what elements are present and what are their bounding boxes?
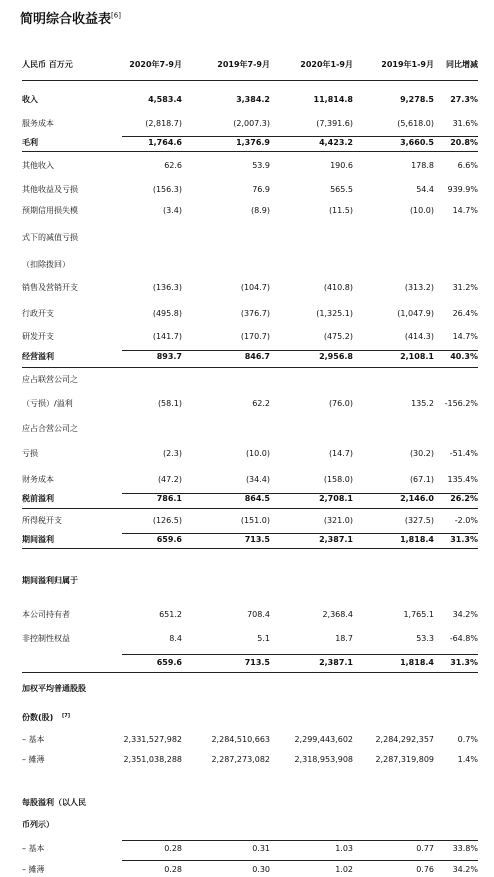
- table-row: [22, 136, 478, 150]
- cell-value: (414.3): [404, 332, 434, 341]
- cell-value: 135.2: [411, 399, 434, 408]
- table-row: [22, 397, 478, 411]
- divider: [122, 493, 478, 494]
- row-label: 研发开支: [22, 332, 54, 341]
- table-row: [22, 608, 478, 622]
- row-label: 毛利: [22, 138, 38, 147]
- cell-value: (136.3): [152, 283, 182, 292]
- row-label: – 摊薄: [22, 865, 45, 874]
- cell-value: (376.7): [240, 309, 270, 318]
- cell-value: (141.7): [152, 332, 182, 341]
- cell-value: 76.9: [252, 185, 270, 194]
- row-label: 其他收入: [22, 161, 54, 170]
- table-row: [22, 632, 478, 646]
- cell-value: 2,331,527,982: [123, 735, 182, 744]
- cell-value: 786.1: [156, 494, 182, 503]
- table-row: [22, 231, 478, 245]
- cell-value: 0.31: [252, 844, 270, 853]
- table-row: [22, 492, 478, 506]
- cell-value: 1.02: [335, 865, 353, 874]
- cell-value: 26.4%: [452, 309, 478, 318]
- divider: [122, 840, 478, 841]
- cell-value: 2,146.0: [400, 494, 434, 503]
- table-row: [22, 682, 478, 696]
- cell-value: (7,391.6): [316, 119, 353, 128]
- cell-value: 5.1: [257, 634, 270, 643]
- row-label: 期间溢利: [22, 535, 54, 544]
- table-row: [22, 373, 478, 387]
- row-label: 应占联营公司之: [22, 375, 78, 384]
- cell-value: 651.2: [159, 610, 182, 619]
- cell-value: 14.7%: [452, 332, 478, 341]
- row-label: 非控制性权益: [22, 634, 70, 643]
- cell-value: -2.0%: [454, 516, 478, 525]
- table-row: [22, 350, 478, 364]
- cell-value: 0.77: [416, 844, 434, 853]
- row-label: 服务成本: [22, 119, 54, 128]
- row-label: 应占合营公司之: [22, 424, 78, 433]
- cell-value: (76.0): [328, 399, 353, 408]
- divider: [122, 654, 478, 655]
- cell-value: 33.8%: [452, 844, 478, 853]
- table-row: [22, 422, 478, 436]
- cell-value: (495.8): [152, 309, 182, 318]
- col-header-1: 2020年7-9月: [129, 60, 182, 69]
- cell-value: (170.7): [240, 332, 270, 341]
- cell-value: 1,818.4: [400, 535, 434, 544]
- cell-value: 713.5: [244, 535, 270, 544]
- header-label: 人民币 百万元: [22, 60, 73, 69]
- table-row: [22, 733, 478, 747]
- cell-value: (10.0): [245, 449, 270, 458]
- cell-value: (156.3): [152, 185, 182, 194]
- cell-value: 1,764.6: [148, 138, 182, 147]
- title-text: 简明综合收益表: [20, 12, 112, 27]
- cell-value: (34.4): [245, 475, 270, 484]
- cell-value: 26.2%: [450, 494, 478, 503]
- cell-value: -64.8%: [449, 634, 478, 643]
- cell-value: 2,299,443,602: [294, 735, 353, 744]
- cell-value: 18.7: [335, 634, 353, 643]
- cell-value: 1,765.1: [403, 610, 434, 619]
- cell-value: 135.4%: [447, 475, 478, 484]
- row-label: （亏损）/溢利: [22, 399, 73, 408]
- table-row: [22, 796, 478, 810]
- cell-value: 27.3%: [450, 95, 478, 104]
- cell-value: (321.0): [323, 516, 353, 525]
- cell-value: 1,818.4: [400, 658, 434, 667]
- col-header-2: 2019年7-9月: [217, 60, 270, 69]
- cell-value: 11,814.8: [313, 95, 353, 104]
- row-label: 份数(股): [22, 713, 54, 722]
- cell-value: 34.2%: [452, 865, 478, 874]
- cell-value: 0.30: [252, 865, 270, 874]
- cell-value: 62.6: [164, 161, 182, 170]
- page-title: [20, 8, 121, 27]
- cell-value: 2,284,510,663: [211, 735, 270, 744]
- table-row: [22, 117, 478, 131]
- row-label: – 摊薄: [22, 755, 45, 764]
- cell-value: -51.4%: [449, 449, 478, 458]
- table-row: [22, 93, 478, 107]
- cell-value: (14.7): [328, 449, 353, 458]
- cell-value: 2,108.1: [400, 352, 434, 361]
- table-row: [22, 711, 478, 725]
- table-row: [22, 656, 478, 670]
- table-row: [22, 818, 478, 832]
- title-note: [6]: [111, 11, 121, 20]
- cell-value: 62.2: [252, 399, 270, 408]
- table-row: [22, 307, 478, 321]
- cell-value: 31.3%: [450, 658, 478, 667]
- col-header-4: 2019年1-9月: [381, 60, 434, 69]
- cell-value: 1.03: [335, 844, 353, 853]
- cell-value: 1,376.9: [236, 138, 270, 147]
- table-row: [22, 574, 478, 588]
- cell-value: 34.2%: [452, 610, 478, 619]
- cell-value: (58.1): [157, 399, 182, 408]
- cell-value: 864.5: [244, 494, 270, 503]
- cell-value: (5,618.0): [397, 119, 434, 128]
- col-header-5: 同比增减: [446, 60, 478, 69]
- cell-value: 53.9: [252, 161, 270, 170]
- row-label: 财务成本: [22, 475, 54, 484]
- table-row: [22, 842, 478, 856]
- table-row: [22, 514, 478, 528]
- cell-value: 40.3%: [450, 352, 478, 361]
- cell-value: -156.2%: [444, 399, 478, 408]
- cell-value: 939.9%: [447, 185, 478, 194]
- cell-value: 53.3: [416, 634, 434, 643]
- cell-value: (327.5): [404, 516, 434, 525]
- row-label: 收入: [22, 95, 38, 104]
- divider: [22, 548, 478, 549]
- cell-value: 2,287,319,809: [375, 755, 434, 764]
- cell-value: 14.7%: [452, 206, 478, 215]
- table-row: [22, 330, 478, 344]
- divider: [122, 136, 478, 137]
- cell-value: (1,047.9): [397, 309, 434, 318]
- row-label: 预期信用损失模: [22, 206, 78, 215]
- cell-value: 2,387.1: [319, 658, 353, 667]
- cell-value: 0.28: [164, 844, 182, 853]
- cell-value: 190.6: [330, 161, 353, 170]
- cell-value: 0.28: [164, 865, 182, 874]
- cell-value: (47.2): [157, 475, 182, 484]
- table-row: [22, 473, 478, 487]
- cell-value: 31.6%: [452, 119, 478, 128]
- cell-value: (2,818.7): [145, 119, 182, 128]
- cell-value: 9,278.5: [400, 95, 434, 104]
- cell-value: (410.8): [323, 283, 353, 292]
- row-label: 加权平均普通股股: [22, 684, 86, 693]
- row-label: 税前溢利: [22, 494, 54, 503]
- header-divider: [22, 80, 478, 81]
- table-row: [22, 533, 478, 547]
- divider: [122, 533, 478, 534]
- row-label: 币列示）: [22, 820, 54, 829]
- divider: [22, 508, 478, 509]
- cell-value: 713.5: [244, 658, 270, 667]
- cell-value: 893.7: [156, 352, 182, 361]
- row-label: 亏损: [22, 449, 38, 458]
- cell-value: (104.7): [240, 283, 270, 292]
- row-label: （扣除拨回）: [22, 260, 70, 269]
- cell-value: 2,284,292,357: [375, 735, 434, 744]
- cell-value: (30.2): [409, 449, 434, 458]
- cell-value: (126.5): [152, 516, 182, 525]
- cell-value: 31.2%: [452, 283, 478, 292]
- cell-value: 8.4: [169, 634, 182, 643]
- cell-value: (313.2): [404, 283, 434, 292]
- cell-value: (3.4): [163, 206, 182, 215]
- table-row: [22, 753, 478, 767]
- cell-value: 565.5: [330, 185, 353, 194]
- cell-value: (8.9): [251, 206, 270, 215]
- cell-value: (2,007.3): [233, 119, 270, 128]
- cell-value: 3,660.5: [400, 138, 434, 147]
- cell-value: (151.0): [240, 516, 270, 525]
- row-note: [7]: [62, 713, 71, 719]
- cell-value: 31.3%: [450, 535, 478, 544]
- cell-value: (1,325.1): [316, 309, 353, 318]
- cell-value: 20.8%: [450, 138, 478, 147]
- divider: [22, 151, 478, 152]
- col-header-3: 2020年1-9月: [300, 60, 353, 69]
- cell-value: 659.6: [156, 535, 182, 544]
- cell-value: (10.0): [409, 206, 434, 215]
- row-label: 行政开支: [22, 309, 54, 318]
- row-label: 每股溢利（以人民: [22, 798, 86, 807]
- header-row: [22, 58, 478, 72]
- cell-value: 0.7%: [457, 735, 478, 744]
- cell-value: 54.4: [416, 185, 434, 194]
- cell-value: 2,708.1: [319, 494, 353, 503]
- cell-value: (2.3): [163, 449, 182, 458]
- row-label: 本公司持有者: [22, 610, 70, 619]
- table-row: [22, 258, 478, 272]
- divider: [122, 860, 478, 861]
- cell-value: 178.8: [411, 161, 434, 170]
- cell-value: (475.2): [323, 332, 353, 341]
- cell-value: 6.6%: [457, 161, 478, 170]
- divider: [22, 367, 478, 368]
- cell-value: 2,387.1: [319, 535, 353, 544]
- table-row: [22, 447, 478, 461]
- table-row: [22, 183, 478, 197]
- row-label: – 基本: [22, 844, 45, 853]
- cell-value: 2,956.8: [319, 352, 353, 361]
- cell-value: (11.5): [328, 206, 353, 215]
- cell-value: 4,583.4: [148, 95, 182, 104]
- cell-value: 2,318,953,908: [294, 755, 353, 764]
- cell-value: 1.4%: [457, 755, 478, 764]
- row-label: 所得税开支: [22, 516, 62, 525]
- row-label: 销售及营销开支: [22, 283, 78, 292]
- row-label: 期间溢利归属于: [22, 576, 78, 585]
- cell-value: 0.76: [416, 865, 434, 874]
- row-label: 式下的减值亏损: [22, 233, 78, 242]
- cell-value: 846.7: [244, 352, 270, 361]
- cell-value: 2,287,273,082: [211, 755, 270, 764]
- table-row: [22, 863, 478, 877]
- table-row: [22, 204, 478, 218]
- cell-value: 3,384.2: [236, 95, 270, 104]
- cell-value: 2,368.4: [322, 610, 353, 619]
- table-row: [22, 159, 478, 173]
- row-label: 经营溢利: [22, 352, 54, 361]
- row-label: 其他收益及亏损: [22, 185, 78, 194]
- row-label: – 基本: [22, 735, 45, 744]
- divider: [122, 350, 478, 351]
- divider: [22, 672, 478, 673]
- cell-value: (67.1): [409, 475, 434, 484]
- cell-value: 4,423.2: [319, 138, 353, 147]
- cell-value: (158.0): [323, 475, 353, 484]
- cell-value: 659.6: [156, 658, 182, 667]
- table-row: [22, 281, 478, 295]
- cell-value: 2,351,038,288: [123, 755, 182, 764]
- cell-value: 708.4: [247, 610, 270, 619]
